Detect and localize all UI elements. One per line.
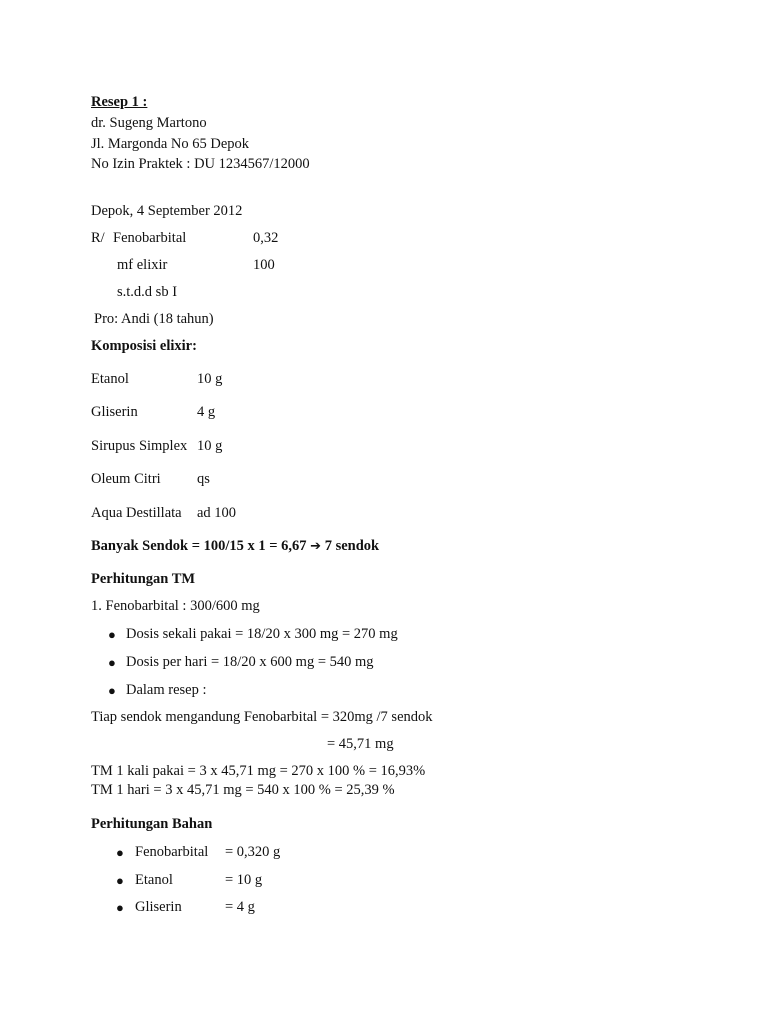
rx-prefix: R/ xyxy=(91,230,105,246)
ingredient-amount: = 4 g xyxy=(225,899,255,915)
prescription-date: Depok, 4 September 2012 xyxy=(91,203,243,219)
ingredients-heading: Perhitungan Bahan xyxy=(91,816,213,832)
composition-item-amount: 10 g xyxy=(197,371,223,387)
doctor-address: Jl. Margonda No 65 Depok xyxy=(91,136,250,152)
rx-item-amount: 100 xyxy=(253,257,275,273)
practice-license: No Izin Praktek : DU 1234567/12000 xyxy=(91,156,310,172)
spoon-calculation-text: Banyak Sendok = 100/15 x 1 = 6,67 xyxy=(91,538,307,554)
tm-bullet-item: Dosis sekali pakai = 18/20 x 300 mg = 270 mg xyxy=(126,626,398,642)
tm-bullet-item: Dalam resep : xyxy=(126,682,207,698)
bullet-icon: ● xyxy=(108,627,116,642)
tm-once: TM 1 kali pakai = 3 x 45,71 mg = 270 x 100 % = 16,93% xyxy=(91,763,426,779)
tm-per-spoon-result: = 45,71 mg xyxy=(327,736,394,752)
arrow-right-icon: ➔ xyxy=(310,539,322,554)
ingredient-name: Etanol xyxy=(135,872,173,888)
tm-heading: Perhitungan TM xyxy=(91,571,196,587)
ingredient-amount: = 0,320 g xyxy=(225,844,281,860)
composition-item-amount: 4 g xyxy=(197,404,216,420)
ingredient-name: Fenobarbital xyxy=(135,844,209,860)
rx-item-amount: 0,32 xyxy=(253,230,279,246)
patient-info: Pro: Andi (18 tahun) xyxy=(94,311,214,327)
bullet-icon: ● xyxy=(108,683,116,698)
recipe-title: Resep 1 : xyxy=(91,94,148,110)
composition-heading: Komposisi elixir: xyxy=(91,338,197,354)
bullet-icon: ● xyxy=(116,845,124,860)
spoon-calculation-result: 7 sendok xyxy=(324,538,380,554)
bullet-icon: ● xyxy=(116,873,124,888)
composition-item-amount: ad 100 xyxy=(197,505,237,521)
tm-day: TM 1 hari = 3 x 45,71 mg = 540 x 100 % = 25,39 % xyxy=(91,782,395,798)
ingredient-amount: = 10 g xyxy=(225,872,263,888)
rx-item-name: mf elixir xyxy=(117,257,168,273)
composition-item-name: Gliserin xyxy=(91,404,138,420)
composition-item-name: Oleum Citri xyxy=(91,471,161,487)
composition-item-name: Etanol xyxy=(91,371,129,387)
doctor-name: dr. Sugeng Martono xyxy=(91,115,207,131)
bullet-icon: ● xyxy=(108,655,116,670)
ingredient-name: Gliserin xyxy=(135,899,182,915)
tm-bullet-item: Dosis per hari = 18/20 x 600 mg = 540 mg xyxy=(126,654,374,670)
spoon-calculation xyxy=(91,539,379,554)
composition-item-amount: qs xyxy=(197,471,210,487)
composition-item-amount: 10 g xyxy=(197,438,223,454)
tm-drug-line: 1. Fenobarbital : 300/600 mg xyxy=(91,598,260,614)
rx-item-name: Fenobarbital xyxy=(113,230,187,246)
bullet-icon: ● xyxy=(116,900,124,915)
rx-signa: s.t.d.d sb I xyxy=(117,284,178,300)
tm-per-spoon: Tiap sendok mengandung Fenobarbital = 320mg /7 sendok xyxy=(91,709,433,725)
composition-item-name: Aqua Destillata xyxy=(91,505,182,521)
composition-item-name: Sirupus Simplex xyxy=(91,438,188,454)
